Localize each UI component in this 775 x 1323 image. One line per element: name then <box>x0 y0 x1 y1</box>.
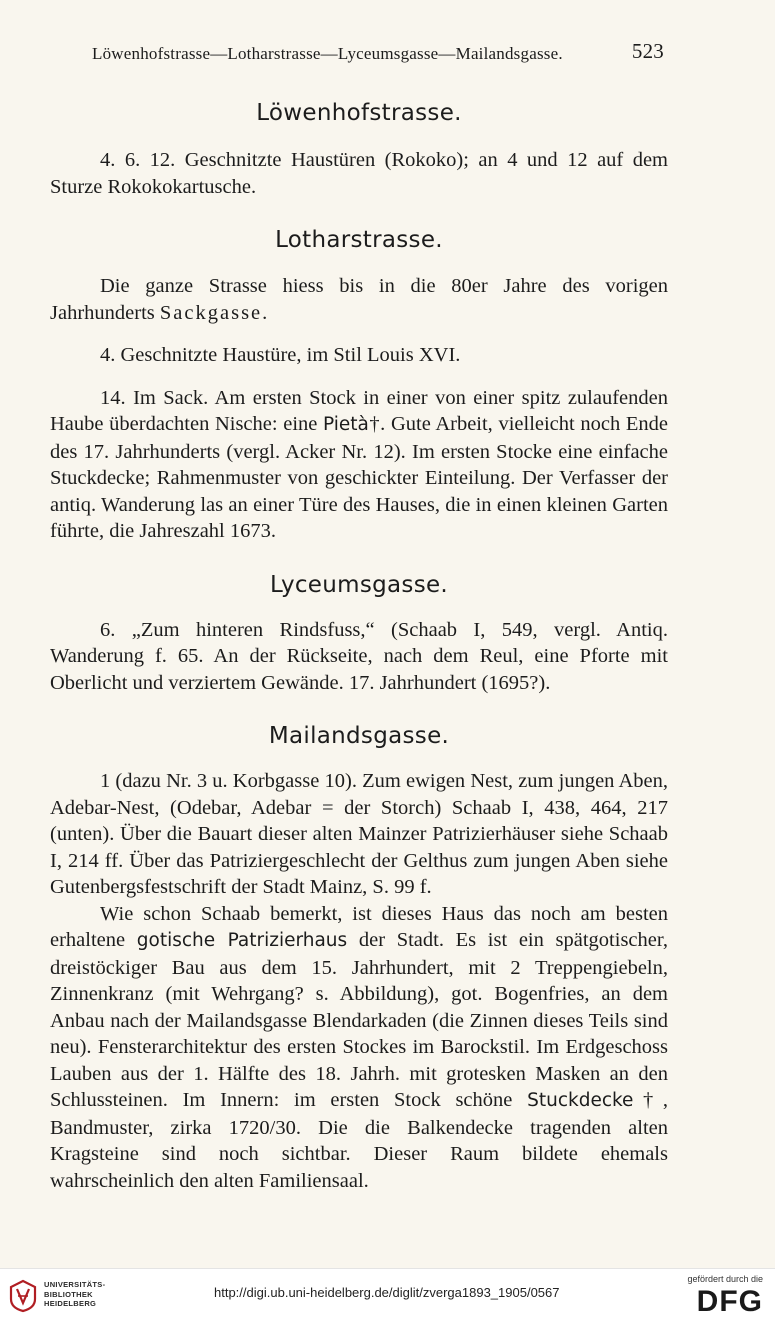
paragraph-lothar-2: 4. Geschnitzte Haustüre, im Stil Louis XVI. <box>100 344 461 366</box>
library-name-line: HEIDELBERG <box>44 1299 97 1308</box>
funder-caption: gefördert durch die <box>687 1274 763 1284</box>
sans-term: Pietà <box>323 414 369 435</box>
dfg-logo: DFG <box>696 1285 763 1318</box>
paragraph-mailand-2 <box>50 901 668 1195</box>
library-name-line: BIBLIOTHEK <box>44 1289 93 1299</box>
library-name-line: UNIVERSITÄTS- <box>44 1280 106 1289</box>
sans-term: gotische Patrizierhaus <box>136 930 348 951</box>
permalink[interactable]: http://digi.ub.uni-heidelberg.de/diglit/zverga1893_1905/0567 <box>214 1285 560 1300</box>
text-run: Wie schon Schaab bemerkt, ist dieses Haus das noch am besten erhaltene <box>50 902 668 951</box>
text-run: der Stadt. Es ist ein spätgotischer, dreistöckiger Bau aus dem 15. Jahrhundert, mit 2 Treppengiebeln, Zinnenkranz (mit Wehrgang? s. Abbildung), got. Bogenfries, an dem Anbau nach der Mailandsgasse Blendarkaden (die Zinnen dieses Teils sind neu). Fensterarchitektur des ersten Stockes im Barockstil. Im Erdgeschoss Lauben aus der 1. Hälfte des 18. Jahrh. mit grotesken Masken an den Schlussteinen. Im Innern: im ersten Stock schöne <box>50 929 668 1111</box>
sans-term: Stuckdecke <box>527 1090 634 1111</box>
page-number: 523 <box>631 39 664 63</box>
page-body <box>50 96 668 1194</box>
text-run: 14. Im Sack. Am ersten Stock in einer von einer spitz zulaufenden Haube überdachten Nische: eine <box>50 386 668 435</box>
section-heading-lyceumsgasse: Lyceumsgasse. <box>269 571 449 598</box>
paragraph-mailand-1: 1 (dazu Nr. 3 u. Korbgasse 10). Zum ewigen Nest, zum jungen Aben, Adebar-Nest, (Odebar, Adebar = der Storch) Schaab I, 438, 464, 217 (unten). Über die Bauart dieser alten Mainzer Patrizierhäuser siehe Schaab I, 214 ff. Über das Patriziergeschlecht der Gelthus zum jungen Aben siehe Gutenbergsfestschrift der Stadt Mainz, S. 99 f. <box>50 770 668 898</box>
running-title: Löwenhofstrasse—Lotharstrasse—Lyceumsgasse—Mailandsgasse. <box>92 44 563 63</box>
paragraph-loewenhof-1: 4. 6. 12. Geschnitzte Haustüren (Rokoko); an 4 und 12 auf dem Sturze Rokokokartusche. <box>50 149 668 198</box>
text-run: . <box>262 301 268 324</box>
library-name <box>44 1280 105 1309</box>
paragraph-lothar-1 <box>50 273 668 326</box>
section-heading-lotharstrasse: Lotharstrasse. <box>275 227 443 253</box>
text-run: †. Gute Arbeit, vielleicht noch Ende des 17. Jahrhunderts (vergl. Acker Nr. 12). Im ersten Stocke eine einfache Stuckdecke; Rahmenmuster von geschickter Einteilung. Der Verfasser der antiq. Wanderung las an einer Türe des Hauses, die in einen kleinen Garten führte, die Jahreszahl 1673. <box>50 413 668 542</box>
spaced-term: Sackgasse <box>159 301 263 324</box>
section-heading-mailandsgasse: Mailandsgasse. <box>268 723 450 749</box>
paragraph-lothar-3 <box>50 385 668 545</box>
running-head <box>92 39 664 64</box>
section-heading-loewenhofstrasse: Löwenhofstrasse. <box>256 100 462 126</box>
digitization-footer <box>0 1268 775 1323</box>
university-library-seal-icon <box>8 1279 38 1313</box>
text-run: †, Bandmuster, zirka 1720/30. Die die Balkendecke tragenden alten Kragsteine sind noch sichtbar. Dieser Raum bildete ehemals wahrscheinlich den alten Familiensaal. <box>50 1089 669 1192</box>
paragraph-lyceum-1: 6. „Zum hinteren Rindsfuss,“ (Schaab I, 549, vergl. Antiq. Wanderung f. 65. An der Rückseite, nach dem Reul, eine Pforte mit Oberlicht und verziertem Gewände. 17. Jahrhundert (1695?). <box>50 618 668 694</box>
text-run: Die ganze Strasse hiess bis in die 80er Jahre des vorigen Jahrhunderts <box>50 275 668 324</box>
